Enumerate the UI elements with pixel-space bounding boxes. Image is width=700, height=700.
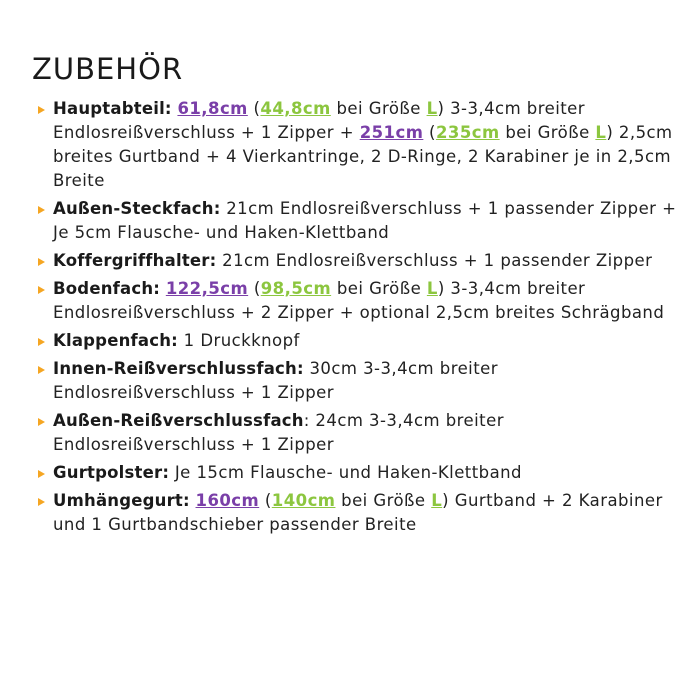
size-l-value: L: [426, 99, 438, 118]
item-label: Außen-Reißverschlussfach: [53, 411, 304, 430]
bullet-triangle-icon: [38, 106, 45, 114]
item-label: Bodenfach:: [53, 279, 161, 298]
item-label: Gurtpolster:: [53, 463, 170, 482]
item-text: 21cm Endlosreißverschluss + 1 passender Zipper + Je 5cm Flausche- und Haken-Klettband: [53, 199, 677, 242]
item-text: (: [423, 123, 436, 142]
size-l-value: 98,5cm: [260, 279, 332, 298]
list-item: [38, 197, 678, 245]
item-text: ) 3-3,4cm breiter Endlosreißverschluss + 1 Zipper +: [53, 99, 585, 142]
bullet-triangle-icon: [38, 286, 45, 294]
bullet-triangle-icon: [38, 470, 45, 478]
item-text: bei Größe: [331, 279, 427, 298]
item-text: : 24cm 3-3,4cm breiter Endlosreißverschluss + 1 Zipper: [53, 411, 504, 454]
item-label: Innen-Reißverschlussfach:: [53, 359, 304, 378]
bullet-triangle-icon: [38, 498, 45, 506]
item-text: 21cm Endlosreißverschluss + 1 passender Zipper: [216, 251, 653, 270]
item-text: (: [247, 99, 261, 118]
list-item: [38, 277, 678, 325]
list-item: [38, 489, 678, 537]
list-item: [38, 357, 678, 405]
item-text: ) Gurtband + 2 Karabiner und 1 Gurtbandschieber passender Breite: [53, 491, 663, 534]
list-item: [38, 461, 678, 485]
item-label: Hauptabteil:: [53, 99, 172, 118]
list-item: [38, 329, 678, 353]
size-l-value: L: [431, 491, 443, 510]
item-text: ) 2,5cm breites Gurtband + 4 Vierkantringe, 2 D-Ringe, 2 Karabiner je in 2,5cm Breite: [53, 123, 673, 190]
item-text: 30cm 3-3,4cm breiter Endlosreißverschluss + 1 Zipper: [53, 359, 498, 402]
bullet-triangle-icon: [38, 418, 45, 426]
item-label: Klappenfach:: [53, 331, 178, 350]
size-l-value: 44,8cm: [260, 99, 331, 118]
measurement-value: 160cm: [195, 491, 260, 510]
item-text: (: [248, 279, 261, 298]
item-label: Umhängegurt:: [53, 491, 190, 510]
item-text: Je 15cm Flausche- und Haken-Klettband: [169, 463, 522, 482]
size-l-value: 140cm: [271, 491, 336, 510]
page-title: ZUBEHÖR: [32, 52, 184, 86]
item-text: bei Größe: [499, 123, 596, 142]
item-text: 1 Druckknopf: [177, 331, 300, 350]
measurement-value: 122,5cm: [165, 279, 249, 298]
item-label: Koffergriffhalter:: [53, 251, 217, 270]
list-item: [38, 249, 678, 273]
measurement-value: 61,8cm: [177, 99, 248, 118]
size-l-value: L: [426, 279, 438, 298]
list-item: [38, 409, 678, 457]
bullet-triangle-icon: [38, 206, 45, 214]
size-l-value: 235cm: [435, 123, 500, 142]
item-label: Außen-Steckfach:: [53, 199, 221, 218]
item-text: bei Größe: [335, 491, 432, 510]
bullet-triangle-icon: [38, 366, 45, 374]
list-item: [38, 97, 678, 193]
item-text: bei Größe: [330, 99, 427, 118]
bullet-triangle-icon: [38, 258, 45, 266]
accessory-list: [38, 97, 678, 541]
item-text: ) 3-3,4cm breiter Endlosreißverschluss + 2 Zipper + optional 2,5cm breites Schrägband: [53, 279, 665, 322]
bullet-triangle-icon: [38, 338, 45, 346]
size-l-value: L: [595, 123, 607, 142]
measurement-value: 251cm: [359, 123, 424, 142]
item-text: (: [259, 491, 272, 510]
